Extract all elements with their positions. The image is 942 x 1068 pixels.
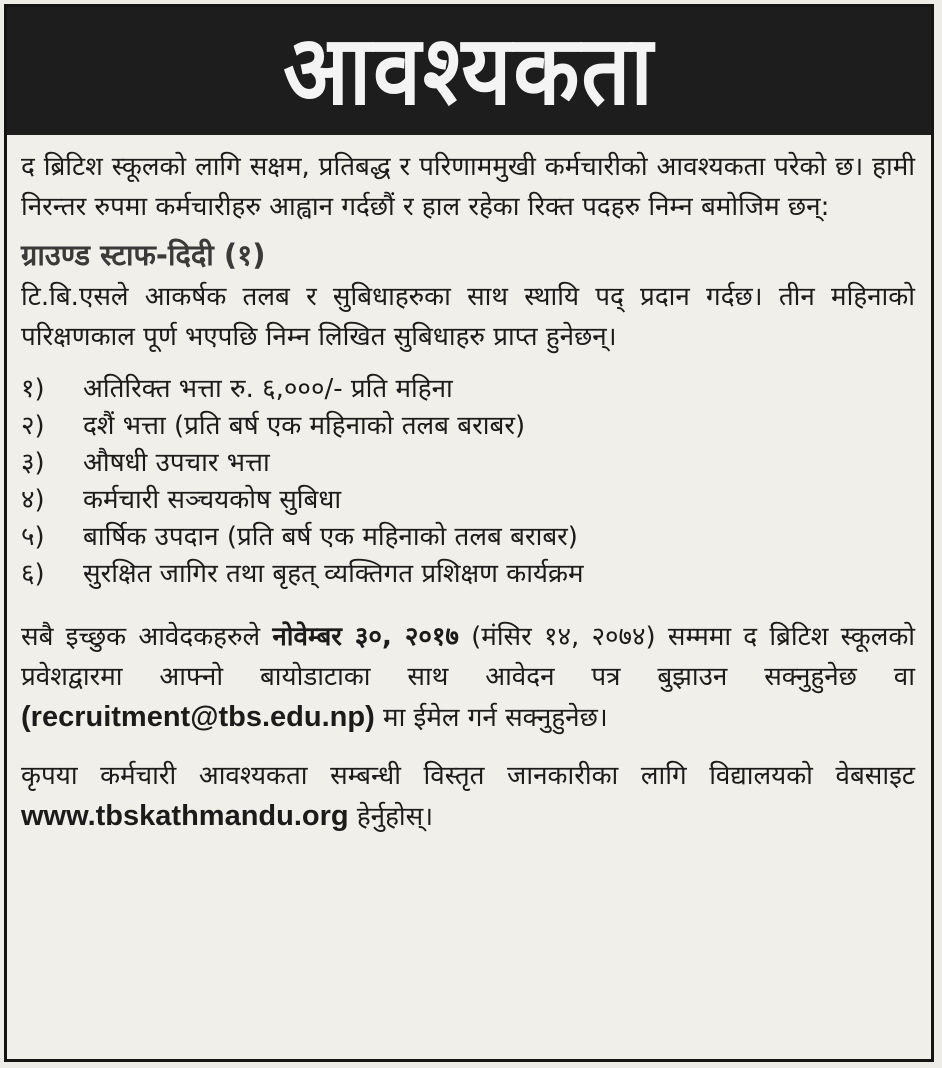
apply-suffix: मा ईमेल गर्न सक्नुहुनेछ।: [383, 703, 608, 733]
list-item: [21, 482, 915, 519]
list-item-text: कर्मचारी सञ्चयकोष सुबिधा: [83, 485, 342, 515]
deadline-date: नोवेम्बर ३०, २०१७: [272, 622, 459, 652]
list-item: [21, 408, 915, 445]
closing-paragraph: [21, 756, 915, 837]
list-item: [21, 371, 915, 408]
ad-body: [21, 147, 915, 837]
apply-middle: सम्ममा द ब्रिटिश स्कूलको प्रवेशद्वारमा आफ्नो बायोडाटाका साथ आवेदन पत्र बुझाउन सक्नुहुनेछ वा: [21, 622, 916, 692]
list-item-number: २): [21, 411, 45, 441]
list-item-number: ४): [21, 485, 45, 515]
title-banner: [7, 7, 931, 135]
offer-paragraph: टि.बि.एसले आकर्षक तलब र सुबिधाहरुका साथ स्थायि पद् प्रदान गर्दछ। तीन महिनाको परिक्षणकाल पूर्ण भएपछि निम्न लिखित सुबिधाहरु प्राप्त हुनेछन्।: [21, 282, 915, 352]
list-item-text: अतिरिक्त भत्ता रु. ६,०००/- प्रति महिना: [83, 374, 453, 404]
list-item-number: ६): [21, 559, 45, 589]
closing-suffix: हेर्नुहोस्।: [356, 802, 434, 832]
list-item: [21, 556, 915, 593]
list-item-number: १): [21, 374, 45, 404]
website-link[interactable]: www.tbskathmandu.org: [21, 800, 349, 832]
list-item-number: ३): [21, 448, 45, 478]
benefits-list: [21, 371, 915, 593]
intro-paragraph: द ब्रिटिश स्कूलको लागि सक्षम, प्रतिबद्ध र परिणाममुखी कर्मचारीको आवश्यकता परेको छ। हामी निरन्तर रुपमा कर्मचारीहरु आह्वान गर्दछौं र हाल रहेका रिक्त पदहरु निम्न बमोजिम छन्:: [21, 152, 915, 222]
ad-title: आवश्यकता: [283, 15, 655, 127]
list-item-text: सुरक्षित जागिर तथा बृहत् व्यक्तिगत प्रशिक्षण कार्यक्रम: [83, 559, 584, 589]
deadline-date-bs: (मंसिर १४, २०७४): [471, 622, 656, 652]
job-advertisement: [4, 4, 934, 1062]
list-item-text: औषधी उपचार भत्ता: [83, 448, 270, 478]
position-heading: ग्राउण्ड स्टाफ-दिदी (१): [21, 238, 266, 272]
list-item-number: ५): [21, 522, 45, 552]
list-item-text: बार्षिक उपदान (प्रति बर्ष एक महिनाको तलब बराबर): [83, 522, 578, 552]
list-item: [21, 445, 915, 482]
list-item: [21, 519, 915, 556]
apply-prefix: सबै इच्छुक आवेदकहरुले: [21, 622, 261, 652]
list-item-text: दशैं भत्ता (प्रति बर्ष एक महिनाको तलब बराबर): [83, 411, 526, 441]
application-paragraph: [21, 617, 915, 738]
email-address[interactable]: (recruitment@tbs.edu.np): [21, 701, 375, 733]
closing-prefix: कृपया कर्मचारी आवश्यकता सम्बन्धी विस्तृत जानकारीका लागि विद्यालयको वेबसाइट: [21, 761, 915, 791]
